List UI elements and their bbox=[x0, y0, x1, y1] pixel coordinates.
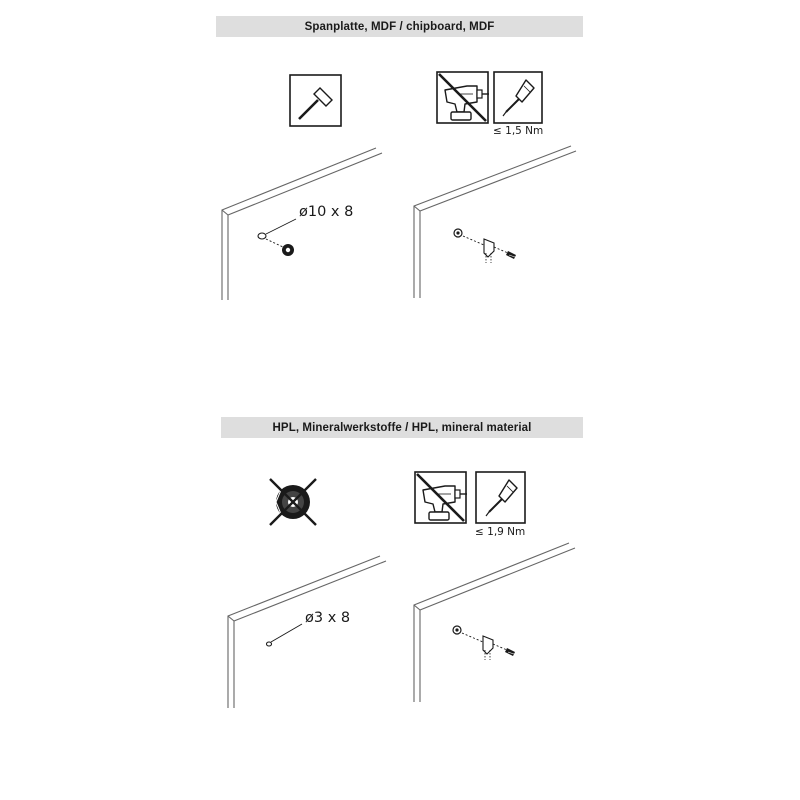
no-drill-icon bbox=[437, 72, 489, 123]
section-header-chipboard: Spanplatte, MDF / chipboard, MDF bbox=[216, 16, 583, 37]
hammer-icon bbox=[290, 75, 341, 126]
screwdriver-icon bbox=[476, 472, 525, 523]
no-drill-icon bbox=[415, 472, 467, 523]
no-insert-icon bbox=[270, 479, 316, 525]
torque-label: ≤ 1,5 Nm bbox=[493, 125, 544, 137]
panel-left bbox=[222, 148, 382, 300]
hole-dimension-label: ø3 x 8 bbox=[305, 610, 351, 626]
screwdriver-icon bbox=[494, 72, 542, 123]
torque-label: ≤ 1,9 Nm bbox=[475, 526, 526, 538]
hole-dimension-label: ø10 x 8 bbox=[299, 204, 354, 220]
panel-right bbox=[414, 146, 576, 298]
panel-right bbox=[414, 543, 575, 702]
drill-hole-with-insert bbox=[258, 219, 296, 256]
connector-assembly bbox=[453, 626, 515, 660]
panel-left bbox=[228, 556, 386, 708]
drill-hole bbox=[267, 624, 303, 646]
connector-assembly bbox=[454, 229, 516, 263]
section-header-hpl: HPL, Mineralwerkstoffe / HPL, mineral material bbox=[221, 417, 583, 438]
